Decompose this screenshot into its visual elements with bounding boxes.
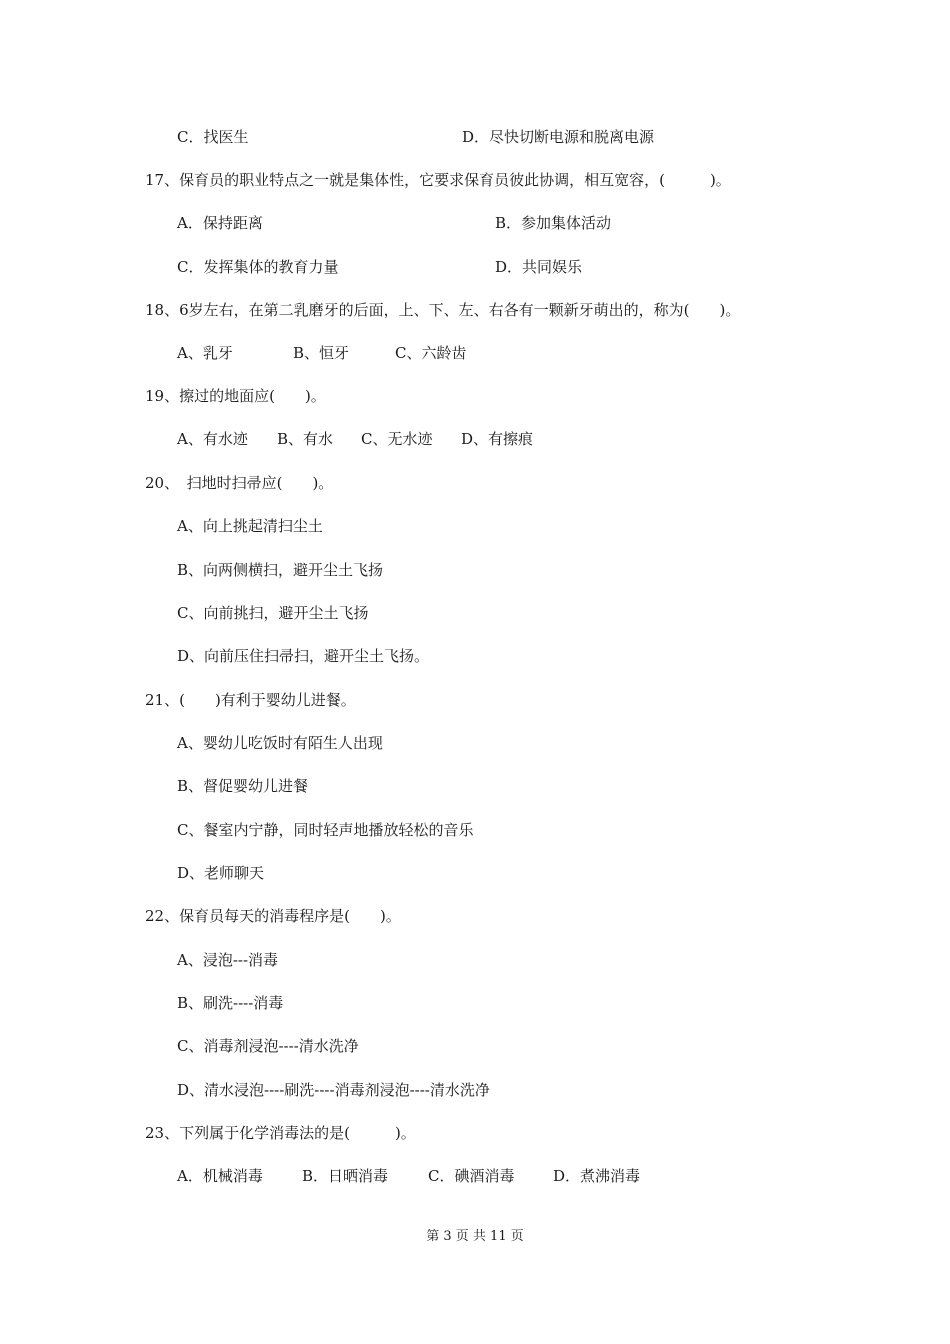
q19-option-d: D、有擦痕 (461, 430, 534, 448)
q17-option-a: A．保持距离 (177, 214, 263, 232)
q22-stem: 22、保育员每天的消毒程序是( )。 (145, 907, 401, 925)
q17-option-d: D．共同娱乐 (495, 258, 583, 276)
q17-stem: 17、保育员的职业特点之一就是集体性，它要求保育员彼此协调，相互宽容，( )。 (145, 171, 731, 189)
q20-option-d: D、向前压住扫帚扫，避开尘土飞扬。 (177, 647, 430, 665)
q22-option-d: D、清水浸泡----刷洗----消毒剂浸泡----清水洗净 (177, 1081, 490, 1099)
q19-option-a: A、有水迹 (177, 430, 248, 448)
q20-option-c: C、向前挑扫，避开尘土飞扬 (177, 604, 369, 622)
page-number-footer: 第 3 页 共 11 页 (426, 1229, 524, 1244)
q18-option-b: B、恒牙 (293, 344, 350, 362)
q19-option-c: C、无水迹 (361, 430, 433, 448)
q22-option-b: B、刷洗----消毒 (177, 994, 284, 1012)
q20-option-b: B、向两侧横扫，避开尘土飞扬 (177, 561, 384, 579)
q16-option-c: C．找医生 (177, 128, 249, 146)
q21-option-d: D、老师聊天 (177, 864, 265, 882)
q22-option-a: A、浸泡---消毒 (177, 951, 279, 969)
q23-option-c: C．碘酒消毒 (428, 1167, 515, 1185)
q23-option-a: A．机械消毒 (177, 1167, 263, 1185)
q21-stem: 21、( )有利于婴幼儿进餐。 (145, 691, 356, 709)
q23-stem: 23、下列属于化学消毒法的是( )。 (145, 1124, 416, 1142)
q23-option-b: B．日晒消毒 (302, 1167, 389, 1185)
q19-option-b: B、有水 (277, 430, 334, 448)
q17-option-c: C．发挥集体的教育力量 (177, 258, 339, 276)
q17-option-b: B．参加集体活动 (495, 214, 612, 232)
q18-stem: 18、6岁左右，在第二乳磨牙的后面，上、下、左、右各有一颗新牙萌出的，称为( )。 (145, 301, 741, 319)
q23-option-d: D．煮沸消毒 (553, 1167, 641, 1185)
q19-stem: 19、擦过的地面应( )。 (145, 387, 326, 405)
q18-option-c: C、六龄齿 (395, 344, 467, 362)
q18-option-a: A、乳牙 (177, 344, 233, 362)
q21-option-b: B、督促婴幼儿进餐 (177, 777, 309, 795)
q21-option-a: A、婴幼儿吃饭时有陌生人出现 (177, 734, 383, 752)
q22-option-c: C、消毒剂浸泡----清水洗净 (177, 1037, 359, 1055)
q20-stem: 20、 扫地时扫帚应( )。 (145, 474, 334, 492)
q16-option-d: D．尽快切断电源和脱离电源 (462, 128, 655, 146)
q21-option-c: C、餐室内宁静，同时轻声地播放轻松的音乐 (177, 821, 474, 839)
q20-option-a: A、向上挑起清扫尘土 (177, 517, 323, 535)
